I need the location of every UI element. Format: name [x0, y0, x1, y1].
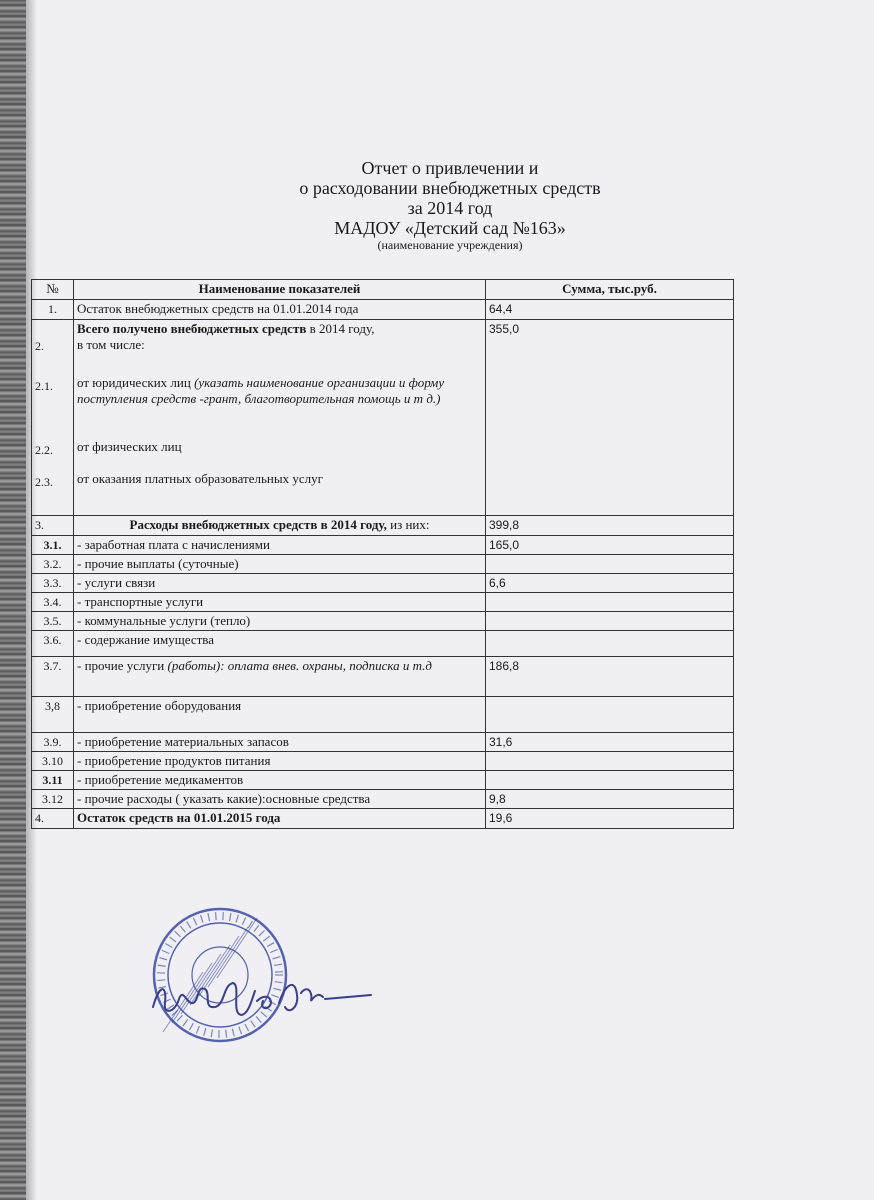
num-2: 2.: [35, 339, 44, 353]
table-row: [32, 555, 734, 574]
handwritten-signature: [145, 955, 375, 1025]
header-name: Наименование показателей: [74, 280, 486, 300]
stamp-lettering-mark: [259, 930, 265, 936]
table-row: [32, 536, 734, 555]
stamp-lettering-mark: [226, 1030, 227, 1038]
stamp-lettering-mark: [270, 949, 277, 952]
stamp-lettering-mark: [187, 922, 191, 929]
row-num-group: [32, 320, 74, 516]
table-row: [32, 631, 734, 657]
row-sum: [486, 752, 734, 771]
table-row: [32, 574, 734, 593]
table-row: [32, 657, 734, 697]
row-name: - прочие расходы ( указать какие):основные средства: [74, 790, 486, 809]
stamp-lettering-mark: [193, 918, 196, 925]
row-name: - транспортные услуги: [74, 593, 486, 612]
stamp-lettering-mark: [162, 950, 169, 953]
table-row: [32, 612, 734, 631]
table-row: [32, 733, 734, 752]
row-name-label: - прочие услуги: [77, 658, 168, 673]
income-legal-note: (указать наименование организации и форму поступления средств -грант, благотворительная помощь и т д.): [77, 375, 445, 406]
table-row: [32, 300, 734, 320]
table-row: [32, 790, 734, 809]
stamp-lettering-mark: [248, 921, 252, 928]
stamp-lettering-mark: [216, 912, 217, 920]
title-line-1: Отчет о привлечении и: [361, 158, 539, 178]
row-num: 3.5.: [32, 612, 74, 631]
row-name: Остаток средств на 01.01.2015 года: [74, 809, 486, 829]
row-sum: [486, 697, 734, 733]
row-sum: [486, 631, 734, 657]
row-sum: 186,8: [486, 657, 734, 697]
table-row: [32, 593, 734, 612]
stamp-lettering-mark: [263, 936, 269, 941]
num-2-1: 2.1.: [35, 379, 53, 393]
row-num: 3.12: [32, 790, 74, 809]
stamp-lettering-mark: [232, 1029, 234, 1037]
row-sum: 64,4: [486, 300, 734, 320]
row-sum: [486, 771, 734, 790]
header-num: №: [32, 280, 74, 300]
income-individuals: от физических лиц: [77, 439, 182, 454]
stamp-lettering-mark: [236, 915, 238, 923]
row-sum: 31,6: [486, 733, 734, 752]
row-num: 3.2.: [32, 555, 74, 574]
stamp-lettering-mark: [254, 925, 259, 931]
row-sum: 6,6: [486, 574, 734, 593]
row-sum: 19,6: [486, 809, 734, 829]
row-num: 3.4.: [32, 593, 74, 612]
stamp-lettering-mark: [201, 915, 203, 923]
table-row: [32, 697, 734, 733]
expense-items: [32, 536, 734, 657]
income-total-bold: Всего получено внебюджетных средств: [77, 321, 307, 336]
row-num: 3.7.: [32, 657, 74, 697]
institution-caption: (наименование учреждения): [377, 238, 523, 252]
row-name-group: [74, 320, 486, 516]
num-2-3: 2.3.: [35, 475, 53, 489]
stamp-lettering-mark: [175, 931, 181, 937]
stamp-lettering-mark: [230, 913, 231, 921]
income-including: в том числе:: [77, 337, 145, 352]
income-total-label: [77, 321, 482, 337]
expense-items: [32, 733, 734, 809]
row-name: - услуги связи: [74, 574, 486, 593]
row-num: 4.: [32, 809, 74, 829]
row-sum: 165,0: [486, 536, 734, 555]
stamp-lettering-mark: [239, 1027, 242, 1035]
expenses-rest: из них:: [386, 517, 430, 532]
row-name: [74, 516, 486, 536]
table-row: [32, 771, 734, 790]
row-num: 3.6.: [32, 631, 74, 657]
stamp-lettering-mark: [170, 937, 176, 942]
stamp-lettering-mark: [245, 1024, 249, 1031]
scan-edge: [0, 0, 26, 1200]
row-sum: [486, 593, 734, 612]
row-name: - коммунальные услуги (тепло): [74, 612, 486, 631]
income-paid-services: от оказания платных образовательных услуг: [77, 471, 323, 486]
report-title: [190, 158, 710, 252]
row-num: 1.: [32, 300, 74, 320]
row-num: 3.1.: [32, 536, 74, 555]
stamp-lettering-mark: [165, 944, 172, 948]
row-name: - приобретение оборудования: [74, 697, 486, 733]
institution-name: МАДОУ «Детский сад №163»: [334, 218, 566, 238]
table-row-balance: [32, 809, 734, 829]
table-header-row: [32, 280, 734, 300]
income-legal: [77, 375, 482, 433]
row-name: - приобретение материальных запасов: [74, 733, 486, 752]
expenses-bold: Расходы внебюджетных средств в 2014 году,: [129, 517, 387, 532]
row-name: Остаток внебюджетных средств на 01.01.2014 года: [74, 300, 486, 320]
row-name: - содержание имущества: [74, 631, 486, 657]
stamp-lettering-mark: [196, 1026, 199, 1033]
row-num: 3.3.: [32, 574, 74, 593]
row-name: - приобретение медикаментов: [74, 771, 486, 790]
title-line-2: о расходовании внебюджетных средств: [299, 178, 601, 198]
income-total-rest: в 2014 году,: [306, 321, 375, 336]
row-sum: 9,8: [486, 790, 734, 809]
row-name: - заработная плата с начислениями: [74, 536, 486, 555]
row-name: [74, 657, 486, 697]
row-num: 3,8: [32, 697, 74, 733]
table-row-income: [32, 320, 734, 516]
row-num: 3.11: [32, 771, 74, 790]
row-num: 3.9.: [32, 733, 74, 752]
row-sum: 399,8: [486, 516, 734, 536]
row-num: 3.: [32, 516, 74, 536]
title-line-3: за 2014 год: [407, 198, 493, 218]
header-sum: Сумма, тыс.руб.: [486, 280, 734, 300]
row-sum: [486, 612, 734, 631]
stamp-lettering-mark: [180, 926, 185, 932]
stamp-lettering-mark: [204, 1028, 206, 1036]
stamp-lettering-mark: [242, 917, 245, 924]
table-row: [32, 752, 734, 771]
stamp-lettering-mark: [208, 913, 210, 921]
stamp-lettering-mark: [267, 943, 274, 947]
row-name: - прочие выплаты (суточные): [74, 555, 486, 574]
row-sum: 355,0: [486, 320, 734, 516]
table-row-expenses: [32, 516, 734, 536]
income-legal-label: от юридических лиц: [77, 375, 195, 390]
num-2-2: 2.2.: [35, 443, 53, 457]
stamp-lettering-mark: [211, 1029, 212, 1037]
report-table: [31, 279, 734, 829]
row-sum: [486, 555, 734, 574]
row-name: - приобретение продуктов питания: [74, 752, 486, 771]
row-num: 3.10: [32, 752, 74, 771]
row-name-note: (работы): оплата внев. охраны, подписка и т.д: [167, 658, 433, 673]
